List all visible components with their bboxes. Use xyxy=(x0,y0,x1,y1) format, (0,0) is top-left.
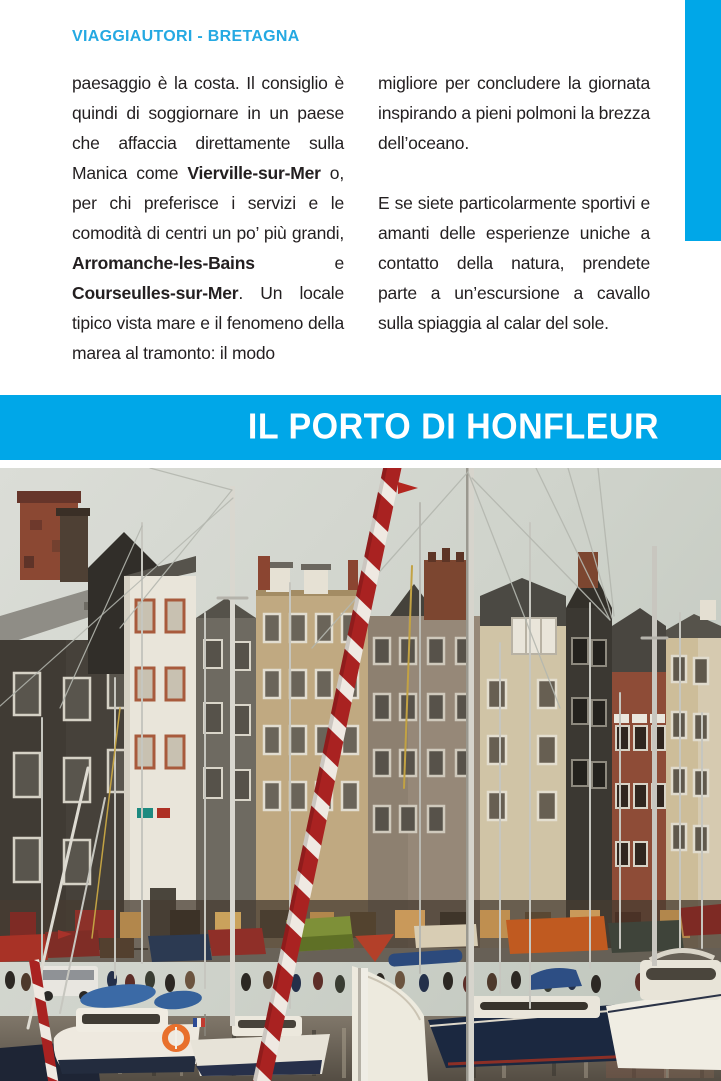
banner-title: IL PORTO DI HONFLEUR xyxy=(247,406,659,448)
right-column-paragraph-1: migliore per concludere la giornata inspirando a pieni polmoni la brezza dell’oceano. xyxy=(378,73,650,153)
right-column-paragraph-2: E se siete particolarmente sportivi e amanti delle esperienze uniche a contatto della natura, prendete parte a un’escursione a cavallo sulla spiaggia al calar del sole. xyxy=(378,193,650,333)
page-edge-tab xyxy=(685,0,721,241)
left-column-paragraph: paesaggio è la costa. Il consiglio è quindi di soggiornare in un paese che affaccia direttamente sulla Manica come Vierville-sur-Mer o, per chi preferisce i servizi e le comodità di centri un po’ più grandi, Arromanche-les-Bains e Courseulles-sur-Mer. Un locale tipico vista mare e il fenomeno della marea al tramonto: il modo xyxy=(72,73,345,363)
left-column xyxy=(72,68,344,368)
foreground-mast xyxy=(358,968,368,1081)
harbor-photo-art xyxy=(0,468,721,1081)
text-columns xyxy=(72,68,650,368)
harbor-photo xyxy=(0,468,721,1081)
right-column xyxy=(378,68,650,368)
section-banner xyxy=(0,395,721,460)
kicker: VIAGGIAUTORI - BRETAGNA xyxy=(72,28,300,45)
